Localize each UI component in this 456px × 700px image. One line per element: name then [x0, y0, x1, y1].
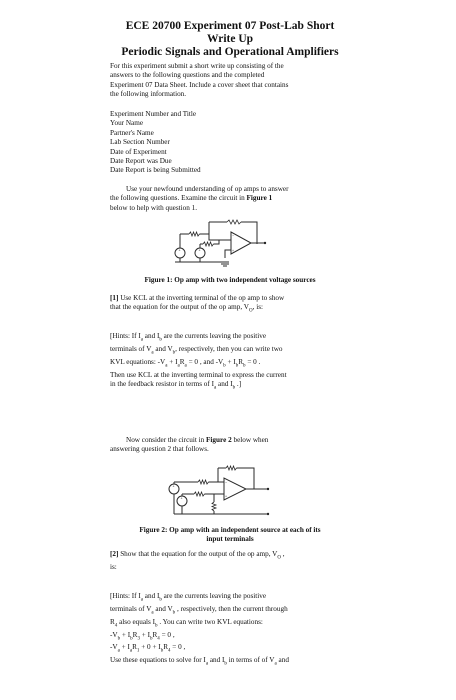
- hint1-line: Then use KCL at the inverting terminal to express the current: [110, 370, 287, 379]
- hint2-line: $-V_b + I_bR_3 + I_bR_4 = 0$ ,: [110, 630, 175, 641]
- intro-paragraph: [110, 62, 360, 100]
- output-node: [267, 488, 269, 490]
- plus-sign: +: [225, 494, 228, 499]
- output-node: [264, 242, 266, 244]
- hints-2: [110, 592, 360, 669]
- hint1-line: in the feedback resistor in terms of $I_a$ and $I_b$ .]: [110, 379, 242, 391]
- question-1: [110, 294, 360, 316]
- hint1-line: terminals of $V_a$ and $V_b$, respectively, then you can write two: [110, 344, 283, 356]
- cover-item: Date Report was Due: [110, 157, 172, 166]
- intro-line: answers to the following questions and the completed: [110, 71, 265, 80]
- hint2-line: $R_4$ also equals $I_b$ . You can write two KVL equations:: [110, 617, 263, 629]
- cover-item: Your Name: [110, 119, 144, 128]
- cover-item: Date of Experiment: [110, 147, 167, 156]
- wire: [225, 250, 231, 258]
- caption-line: input terminals: [206, 535, 254, 543]
- q2-line: is:: [110, 562, 117, 571]
- figure-2-circuit: [158, 458, 278, 520]
- resistor-1: [198, 480, 209, 484]
- plus-sign: +: [198, 248, 201, 253]
- resistor-a: [189, 232, 200, 236]
- title-line-2: Write Up: [206, 33, 254, 45]
- q1-text: Use KCL at the inverting terminal of the op amp to show: [118, 294, 285, 302]
- ground-symbol: [221, 264, 229, 266]
- intro-line: Experiment 07 Data Sheet. Include a cover sheet that contains: [110, 80, 289, 89]
- intro-line: For this experiment submit a short write up consisting of the: [110, 62, 284, 70]
- para2-line: Now consider the circuit in Figure 2 below when: [126, 436, 269, 444]
- intro-line: the following information.: [110, 90, 187, 99]
- minus-sign: −: [232, 234, 235, 238]
- resistor-4: [212, 502, 216, 511]
- title-line-1: ECE 20700 Experiment 07 Post-Lab Short: [125, 20, 335, 32]
- question-2: [110, 550, 360, 572]
- cover-item: Experiment Number and Title: [110, 110, 197, 118]
- wire: [214, 240, 220, 244]
- hint2-line: [Hints: If $I_a$ and $I_b$ are the currents leaving the positive: [110, 592, 267, 603]
- figure-1-caption: Figure 1: Op amp with two independent voltage sources: [144, 276, 316, 284]
- q1-number: [1]: [110, 294, 119, 302]
- hints-1: [110, 332, 360, 393]
- hint2-line: terminals of $V_a$ and $V_b$ , respectively, then the current through: [110, 604, 288, 616]
- q2-line: [2] Show that the equation for the output of the op amp, $V_O$ ,: [110, 550, 285, 561]
- cover-item: Date Report is being Submitted: [110, 166, 201, 175]
- op-amp: [224, 478, 246, 500]
- hint2-line: Use these equations to solve for $I_a$ and $I_b$ in terms of of $V_a$ and: [110, 656, 289, 667]
- wire: [200, 222, 210, 234]
- wire: [209, 234, 231, 240]
- resistor-b: [203, 242, 214, 246]
- resistor-feedback: [227, 220, 241, 224]
- figure-1-ref: Figure 1: [246, 194, 273, 203]
- cover-sheet-list: [110, 110, 201, 176]
- figure-2-caption: [80, 526, 380, 544]
- paragraph-1: [110, 185, 360, 213]
- para1-line: [110, 194, 360, 203]
- para1-line: Use your newfound understanding of op amps to answer: [126, 185, 289, 193]
- title-line-3: Periodic Signals and Operational Amplifiers: [121, 46, 339, 58]
- figure-1-circuit: [165, 214, 275, 268]
- plus-sign: +: [180, 496, 183, 501]
- plus-sign: +: [172, 484, 175, 489]
- q1-text: , is:: [252, 303, 264, 312]
- document-title: [80, 20, 380, 59]
- para2-line: answering question 2 that follows.: [110, 445, 209, 454]
- minus-sign: −: [225, 480, 228, 485]
- resistor-3: [194, 492, 205, 496]
- hint1-line: KVL equations: $-V_a + I_aR_a = 0$ , and $-V_b + I_bR_b = 0$ .: [110, 357, 261, 369]
- figure-2-ref: Figure 2: [206, 436, 232, 444]
- plus-sign: +: [232, 249, 235, 253]
- paragraph-2: [110, 436, 360, 455]
- caption-line: Figure 2: Op amp with an independent source at each of its: [139, 526, 321, 534]
- q2-number: [2]: [110, 550, 119, 558]
- hint2-line: $-V_a + I_aR_1 + 0 + I_bR_4 = 0$ ,: [110, 643, 186, 654]
- para1-line: below to help with question 1.: [110, 203, 198, 212]
- q1-line: [110, 303, 360, 316]
- plus-sign: +: [178, 248, 181, 253]
- wire: [241, 222, 257, 244]
- subscript: O: [249, 308, 253, 314]
- resistor-feedback: [226, 466, 237, 470]
- q1-line: [110, 294, 360, 303]
- q1-text: that the equation for the output of the op amp, V: [110, 303, 249, 312]
- cover-item: Lab Section Number: [110, 138, 170, 147]
- hint1-line: [Hints: If $I_a$ and $I_b$ are the currents leaving the positive: [110, 332, 267, 343]
- cover-item: Partner's Name: [110, 128, 154, 137]
- para1-text: the following questions. Examine the circuit in: [110, 194, 247, 203]
